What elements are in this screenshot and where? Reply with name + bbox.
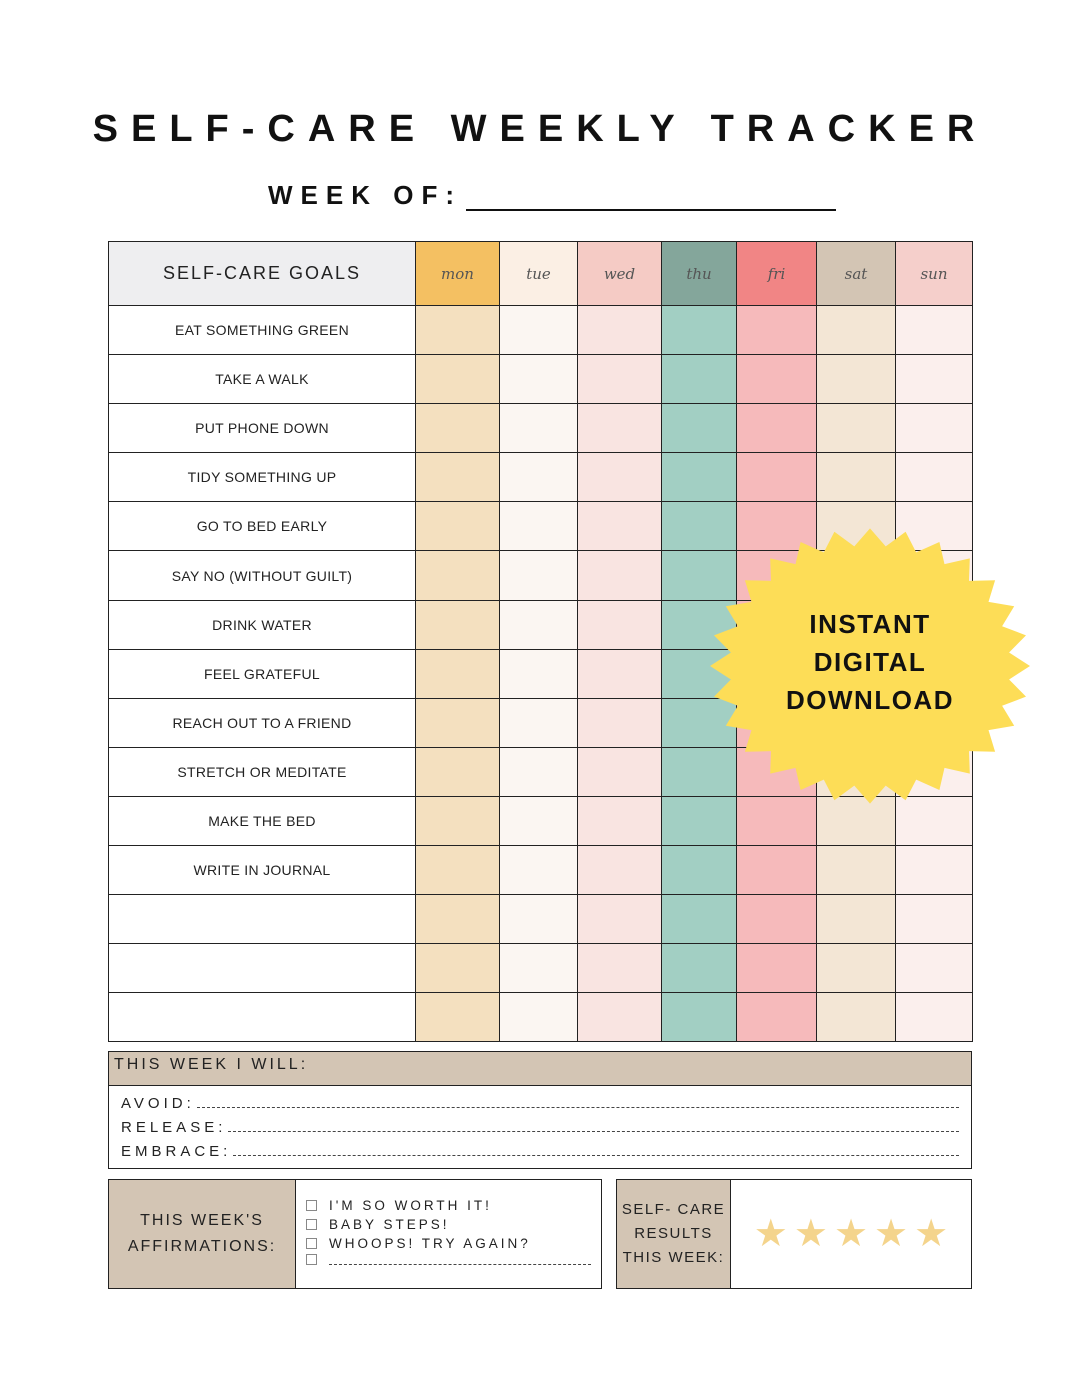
tracker-header-row bbox=[109, 242, 973, 306]
affirmations-list bbox=[295, 1179, 602, 1289]
check-cell-wed[interactable] bbox=[578, 698, 662, 747]
check-cell-mon[interactable] bbox=[416, 944, 500, 993]
check-cell-mon[interactable] bbox=[416, 453, 500, 502]
embrace-line[interactable] bbox=[121, 1140, 959, 1164]
table-row bbox=[109, 404, 973, 453]
goal-label[interactable]: MAKE THE BED bbox=[109, 796, 416, 845]
page-title: SELF-CARE WEEKLY TRACKER bbox=[92, 108, 988, 150]
check-cell-tue[interactable] bbox=[500, 306, 578, 355]
check-cell-fri[interactable] bbox=[737, 355, 817, 404]
check-cell-fri[interactable] bbox=[737, 993, 817, 1042]
star-icon[interactable]: ★ bbox=[753, 1213, 788, 1255]
star-icon[interactable]: ★ bbox=[833, 1213, 869, 1255]
check-cell-tue[interactable] bbox=[500, 551, 578, 600]
affirmation-blank-line[interactable] bbox=[329, 1253, 591, 1265]
check-cell-wed[interactable] bbox=[578, 306, 662, 355]
table-row bbox=[109, 895, 973, 944]
check-cell-mon[interactable] bbox=[416, 600, 500, 649]
goal-label[interactable]: TAKE A WALK bbox=[109, 355, 416, 404]
check-cell-tue[interactable] bbox=[500, 453, 578, 502]
check-cell-wed[interactable] bbox=[578, 502, 662, 551]
check-cell-mon[interactable] bbox=[416, 993, 500, 1042]
check-cell-tue[interactable] bbox=[500, 698, 578, 747]
table-row bbox=[109, 993, 973, 1042]
badge-line2: DIGITAL bbox=[813, 647, 927, 677]
check-cell-sat[interactable] bbox=[817, 355, 896, 404]
goal-label[interactable]: GO TO BED EARLY bbox=[109, 502, 416, 551]
check-cell-tue[interactable] bbox=[500, 747, 578, 796]
checkbox-icon[interactable] bbox=[306, 1254, 317, 1265]
check-cell-wed[interactable] bbox=[578, 649, 662, 698]
check-cell-thu[interactable] bbox=[662, 993, 737, 1042]
check-cell-tue[interactable] bbox=[500, 600, 578, 649]
goal-label[interactable]: PUT PHONE DOWN bbox=[109, 404, 416, 453]
checkbox-icon[interactable] bbox=[306, 1200, 317, 1211]
check-cell-wed[interactable] bbox=[578, 944, 662, 993]
day-header-tue: tue bbox=[500, 242, 578, 306]
avoid-blank[interactable] bbox=[197, 1094, 959, 1108]
this-week-box bbox=[108, 1085, 972, 1169]
results-label-line3: THIS WEEK: bbox=[622, 1249, 725, 1266]
check-cell-wed[interactable] bbox=[578, 551, 662, 600]
goal-label[interactable]: WRITE IN JOURNAL bbox=[109, 846, 416, 895]
affirmation-text: WHOOPS! TRY AGAIN? bbox=[329, 1236, 531, 1251]
results-label-line2: RESULTS bbox=[634, 1225, 713, 1242]
check-cell-wed[interactable] bbox=[578, 453, 662, 502]
check-cell-sat[interactable] bbox=[817, 993, 896, 1042]
check-cell-wed[interactable] bbox=[578, 600, 662, 649]
check-cell-sun[interactable] bbox=[896, 453, 973, 502]
results-label bbox=[616, 1179, 731, 1289]
check-cell-sat[interactable] bbox=[817, 453, 896, 502]
star-icon[interactable]: ★ bbox=[914, 1213, 949, 1255]
affirmation-item[interactable] bbox=[306, 1234, 591, 1253]
day-header-sun: sun bbox=[896, 242, 973, 306]
check-cell-tue[interactable] bbox=[500, 944, 578, 993]
affirmation-text: I'M SO WORTH IT! bbox=[329, 1198, 492, 1213]
check-cell-sun[interactable] bbox=[896, 944, 973, 993]
check-cell-mon[interactable] bbox=[416, 796, 500, 845]
check-cell-sun[interactable] bbox=[896, 355, 973, 404]
check-cell-sun[interactable] bbox=[896, 404, 973, 453]
check-cell-wed[interactable] bbox=[578, 796, 662, 845]
avoid-label: AVOID: bbox=[121, 1095, 195, 1112]
check-cell-sun[interactable] bbox=[896, 993, 973, 1042]
check-cell-mon[interactable] bbox=[416, 404, 500, 453]
day-header-mon: mon bbox=[416, 242, 500, 306]
day-header-fri: fri bbox=[737, 242, 817, 306]
embrace-blank[interactable] bbox=[233, 1142, 959, 1156]
check-cell-mon[interactable] bbox=[416, 355, 500, 404]
check-cell-tue[interactable] bbox=[500, 895, 578, 944]
check-cell-wed[interactable] bbox=[578, 895, 662, 944]
check-cell-sun[interactable] bbox=[896, 846, 973, 895]
star-icon[interactable]: ★ bbox=[793, 1213, 828, 1255]
affirmation-item-blank[interactable] bbox=[306, 1253, 591, 1265]
week-of-blank-line[interactable] bbox=[466, 187, 836, 211]
check-cell-mon[interactable] bbox=[416, 698, 500, 747]
check-cell-thu[interactable] bbox=[662, 846, 737, 895]
affirmations-label-line2: AFFIRMATIONS: bbox=[127, 1238, 277, 1255]
goal-label[interactable] bbox=[109, 993, 416, 1042]
week-of-label: WEEK OF: bbox=[268, 180, 462, 210]
affirmations-label bbox=[108, 1179, 296, 1289]
goal-label[interactable]: REACH OUT TO A FRIEND bbox=[109, 698, 416, 747]
check-cell-fri[interactable] bbox=[737, 453, 817, 502]
day-header-thu: thu bbox=[662, 242, 737, 306]
week-of-field bbox=[268, 180, 836, 211]
affirmation-item[interactable] bbox=[306, 1215, 591, 1234]
check-cell-sat[interactable] bbox=[817, 846, 896, 895]
goal-label[interactable]: SAY NO (WITHOUT GUILT) bbox=[109, 551, 416, 600]
check-cell-fri[interactable] bbox=[737, 944, 817, 993]
goal-label[interactable]: FEEL GRATEFUL bbox=[109, 649, 416, 698]
check-cell-tue[interactable] bbox=[500, 846, 578, 895]
table-row bbox=[109, 355, 973, 404]
check-cell-sat[interactable] bbox=[817, 895, 896, 944]
check-cell-thu[interactable] bbox=[662, 404, 737, 453]
check-cell-sat[interactable] bbox=[817, 404, 896, 453]
check-cell-fri[interactable] bbox=[737, 306, 817, 355]
goal-label[interactable]: TIDY SOMETHING UP bbox=[109, 453, 416, 502]
check-cell-mon[interactable] bbox=[416, 895, 500, 944]
check-cell-wed[interactable] bbox=[578, 404, 662, 453]
check-cell-mon[interactable] bbox=[416, 649, 500, 698]
goal-label[interactable]: EAT SOMETHING GREEN bbox=[109, 306, 416, 355]
star-icon[interactable]: ★ bbox=[874, 1213, 909, 1255]
check-cell-fri[interactable] bbox=[737, 846, 817, 895]
check-cell-tue[interactable] bbox=[500, 355, 578, 404]
check-cell-mon[interactable] bbox=[416, 747, 500, 796]
release-line[interactable] bbox=[121, 1116, 959, 1140]
check-cell-mon[interactable] bbox=[416, 846, 500, 895]
check-cell-mon[interactable] bbox=[416, 306, 500, 355]
check-cell-wed[interactable] bbox=[578, 846, 662, 895]
check-cell-thu[interactable] bbox=[662, 453, 737, 502]
check-cell-thu[interactable] bbox=[662, 944, 737, 993]
goal-label[interactable] bbox=[109, 895, 416, 944]
check-cell-sat[interactable] bbox=[817, 306, 896, 355]
badge-line3: DOWNLOAD bbox=[786, 685, 954, 715]
badge-line1: INSTANT bbox=[809, 609, 931, 639]
goal-label[interactable] bbox=[109, 944, 416, 993]
day-header-wed: wed bbox=[578, 242, 662, 306]
check-cell-fri[interactable] bbox=[737, 404, 817, 453]
check-cell-tue[interactable] bbox=[500, 404, 578, 453]
check-cell-tue[interactable] bbox=[500, 502, 578, 551]
check-cell-thu[interactable] bbox=[662, 355, 737, 404]
check-cell-sun[interactable] bbox=[896, 306, 973, 355]
check-cell-sun[interactable] bbox=[896, 895, 973, 944]
day-header-sat: sat bbox=[817, 242, 896, 306]
table-row bbox=[109, 306, 973, 355]
check-cell-wed[interactable] bbox=[578, 993, 662, 1042]
checkbox-icon[interactable] bbox=[306, 1238, 317, 1249]
affirmations-label-line1: THIS WEEK'S bbox=[140, 1212, 264, 1229]
check-cell-mon[interactable] bbox=[416, 551, 500, 600]
check-cell-thu[interactable] bbox=[662, 895, 737, 944]
badge-text bbox=[708, 605, 1032, 719]
affirmation-text: BABY STEPS! bbox=[329, 1217, 450, 1232]
table-row bbox=[109, 944, 973, 993]
goals-column-header: SELF-CARE GOALS bbox=[109, 242, 416, 306]
affirmation-item[interactable] bbox=[306, 1196, 591, 1215]
release-label: RELEASE: bbox=[121, 1119, 227, 1136]
check-cell-wed[interactable] bbox=[578, 355, 662, 404]
results-label-line1: SELF- CARE bbox=[621, 1201, 726, 1218]
goal-label[interactable]: STRETCH OR MEDITATE bbox=[109, 747, 416, 796]
release-blank[interactable] bbox=[228, 1118, 959, 1132]
results-star-rating bbox=[730, 1179, 972, 1289]
check-cell-tue[interactable] bbox=[500, 993, 578, 1042]
check-cell-fri[interactable] bbox=[737, 895, 817, 944]
check-cell-wed[interactable] bbox=[578, 747, 662, 796]
avoid-line[interactable] bbox=[121, 1092, 959, 1116]
check-cell-tue[interactable] bbox=[500, 649, 578, 698]
check-cell-mon[interactable] bbox=[416, 502, 500, 551]
check-cell-tue[interactable] bbox=[500, 796, 578, 845]
this-week-header: THIS WEEK I WILL: bbox=[108, 1051, 972, 1086]
embrace-label: EMBRACE: bbox=[121, 1143, 232, 1160]
check-cell-thu[interactable] bbox=[662, 306, 737, 355]
table-row bbox=[109, 453, 973, 502]
check-cell-sat[interactable] bbox=[817, 944, 896, 993]
goal-label[interactable]: DRINK WATER bbox=[109, 600, 416, 649]
checkbox-icon[interactable] bbox=[306, 1219, 317, 1230]
table-row bbox=[109, 846, 973, 895]
